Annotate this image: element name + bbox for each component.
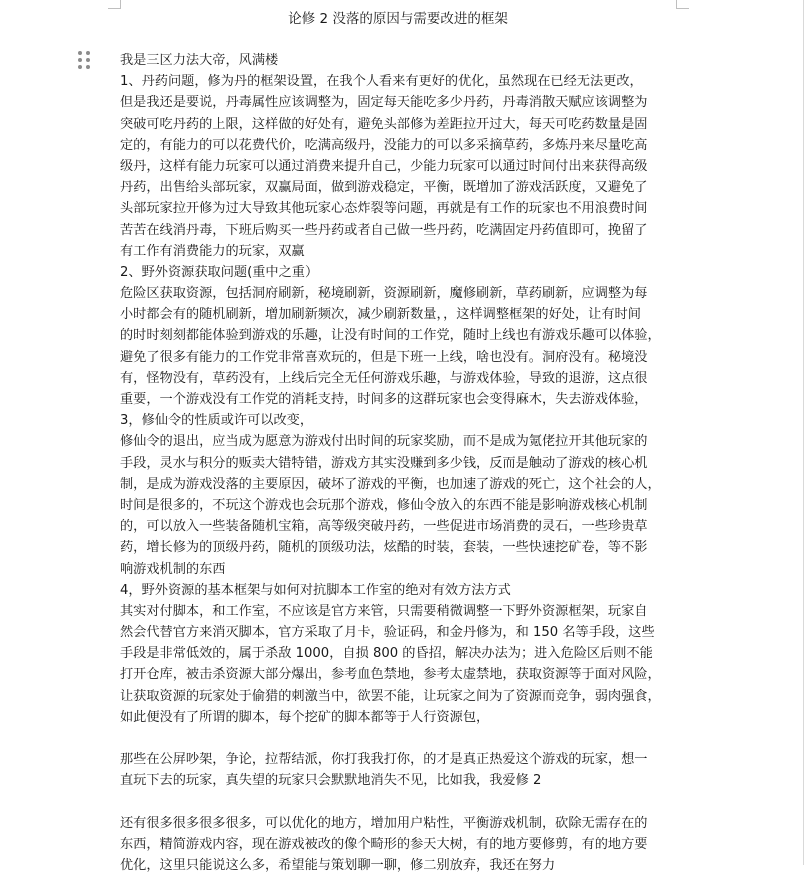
text-line: 有工作有消费能力的玩家，双赢 bbox=[120, 243, 305, 259]
text-line: 有，怪物没有，草药没有，上线后完全无任何游戏乐趣，与游戏体验，导致的退游，这点很 bbox=[120, 370, 648, 386]
document-body[interactable] bbox=[120, 50, 680, 876]
text-line: 苦苦在线消丹毒，下班后购买一些丹药或者自己做一些丹药，吃满固定丹药值即可，挽留了 bbox=[120, 222, 648, 238]
page-corner-mark-right bbox=[676, 0, 689, 9]
text-line: 还有很多很多很多很多，可以优化的地方，增加用户粘性，平衡游戏机制，砍除无需存在的 bbox=[120, 815, 648, 831]
text-line: 制，是成为游戏没落的主要原因，破坏了游戏的平衡，也加速了游戏的死亡，这个社会的人， bbox=[120, 476, 661, 492]
text-line: 手段，灵水与积分的贩卖大错特错，游戏方其实没赚到多少钱，反而是触动了游戏的核心机 bbox=[120, 455, 648, 471]
text-line: 但是我还是要说，丹毒属性应该调整为，固定每天能吃多少丹药，丹毒消散天赋应该调整为 bbox=[120, 95, 648, 111]
text-line: 我是三区力法大帝，风满楼 bbox=[120, 53, 279, 68]
text-line: 优化，这里只能说这么多，希望能与策划聊一聊，修二别放弃，我还在努力 bbox=[120, 858, 556, 874]
text-line: 4，野外资源的基本框架与如何对抗脚本工作室的绝对有效方法方式 bbox=[120, 582, 511, 598]
text-line: 响游戏机制的东西 bbox=[120, 561, 226, 577]
text-line: 丹药，出售给头部玩家，双赢局面，做到游戏稳定，平衡，既增加了游戏活跃度，又避免了 bbox=[120, 180, 648, 196]
text-line: 2、野外资源获取问题(重中之重） bbox=[120, 264, 319, 280]
text-line: 3，修仙令的性质或许可以改变， bbox=[120, 413, 314, 429]
text-line: 然会代替官方来消灭脚本，官方采取了月卡，验证码，和金丹修为，和 150 名等手段，这些 bbox=[120, 625, 655, 641]
document-title[interactable]: 论修 2 没落的原因与需要改进的框架 bbox=[288, 11, 508, 27]
text-line: 头部玩家拉开修为过大导致其他玩家心态炸裂等问题，再就是有工作的玩家也不用浪费时间 bbox=[120, 201, 648, 217]
text-line: 直玩下去的玩家，真失望的玩家只会默默地消失不见，比如我，我爱修 2 bbox=[120, 773, 542, 789]
text-line: 让获取资源的玩家处于偷猎的刺激当中，欲罢不能，让玩家之间为了资源而竞争，弱肉强食， bbox=[120, 688, 661, 704]
text-line: 如此便没有了所谓的脚本，每个挖矿的脚本都等于人行资源包， bbox=[120, 709, 490, 725]
text-line: 定的，有能力的可以花费代价，吃满高级丹，没能力的可以多采摘草药，多炼丹来尽量吃高 bbox=[120, 137, 648, 153]
text-line: 突破可吃丹药的上限，这样做的好处有，避免头部修为差距拉开过大，每天可吃药数量是固 bbox=[120, 116, 648, 132]
text-line: 那些在公屏吵架，争论，拉帮结派，你打我我打你，的才是真正热爱这个游戏的玩家，想一 bbox=[120, 752, 648, 768]
blank-line bbox=[120, 728, 680, 749]
text-line: 1、丹药问题，修为丹的框架设置，在我个人看来有更好的优化，虽然现在已经无法更改， bbox=[120, 74, 643, 90]
text-line: 避免了很多有能力的工作党非常喜欢玩的，但是下班一上线，啥也没有。洞府没有。秘境没 bbox=[120, 349, 648, 365]
text-line: 药，增长修为的顶级丹药，随机的顶级功法，炫酷的时装，套装，一些快速挖矿卷，等不影 bbox=[120, 540, 648, 556]
text-line: 的时时刻刻都能体验到游戏的乐趣，让没有时间的工作党，随时上线也有游戏乐趣可以体验， bbox=[120, 328, 661, 344]
text-line: 时间是很多的，不玩这个游戏也会玩那个游戏，修仙令放入的东西不能是影响游戏核心机制 bbox=[120, 497, 648, 513]
block-drag-handle-icon[interactable] bbox=[78, 51, 92, 69]
text-line: 修仙令的退出，应当成为愿意为游戏付出时间的玩家奖励，而不是成为氪佬拉开其他玩家的 bbox=[120, 434, 648, 450]
text-line: 级丹，这样有能力玩家可以通过消费来提升自己，少能力玩家可以通过时间付出来获得高级 bbox=[120, 158, 648, 174]
text-line: 小时都会有的随机刷新，增加刷新频次，减少刷新数量，，这样调整框架的好处，让有时间 bbox=[120, 307, 641, 323]
text-line: 打开仓库，被击杀资源大部分爆出，参考血色禁地，参考太虚禁地，获取资源等于面对风险， bbox=[120, 667, 661, 683]
text-line: 重要，一个游戏没有工作党的消耗支持，时间多的这群玩家也会变得麻木，失去游戏体验， bbox=[120, 392, 648, 407]
blank-line bbox=[120, 792, 680, 813]
text-line: 的，可以放入一些装备随机宝箱，高等级突破丹药，一些促进市场消费的灵石，一些珍贵草 bbox=[120, 519, 648, 535]
text-line: 东西，精简游戏内容，现在游戏被改的像个畸形的参天大树，有的地方要修剪，有的地方要 bbox=[120, 836, 648, 852]
text-line: 手段是非常低效的，属于杀敌 1000，自损 800 的昏招，解决办法为；进入危险区后则不能 bbox=[120, 646, 653, 662]
text-line: 其实对付脚本，和工作室，不应该是官方来管，只需要稍微调整一下野外资源框架，玩家自 bbox=[120, 603, 648, 619]
text-line: 危险区获取资源，包括洞府刷新，秘境刷新，资源刷新，魔修刷新，草药刷新，应调整为每 bbox=[120, 286, 648, 302]
